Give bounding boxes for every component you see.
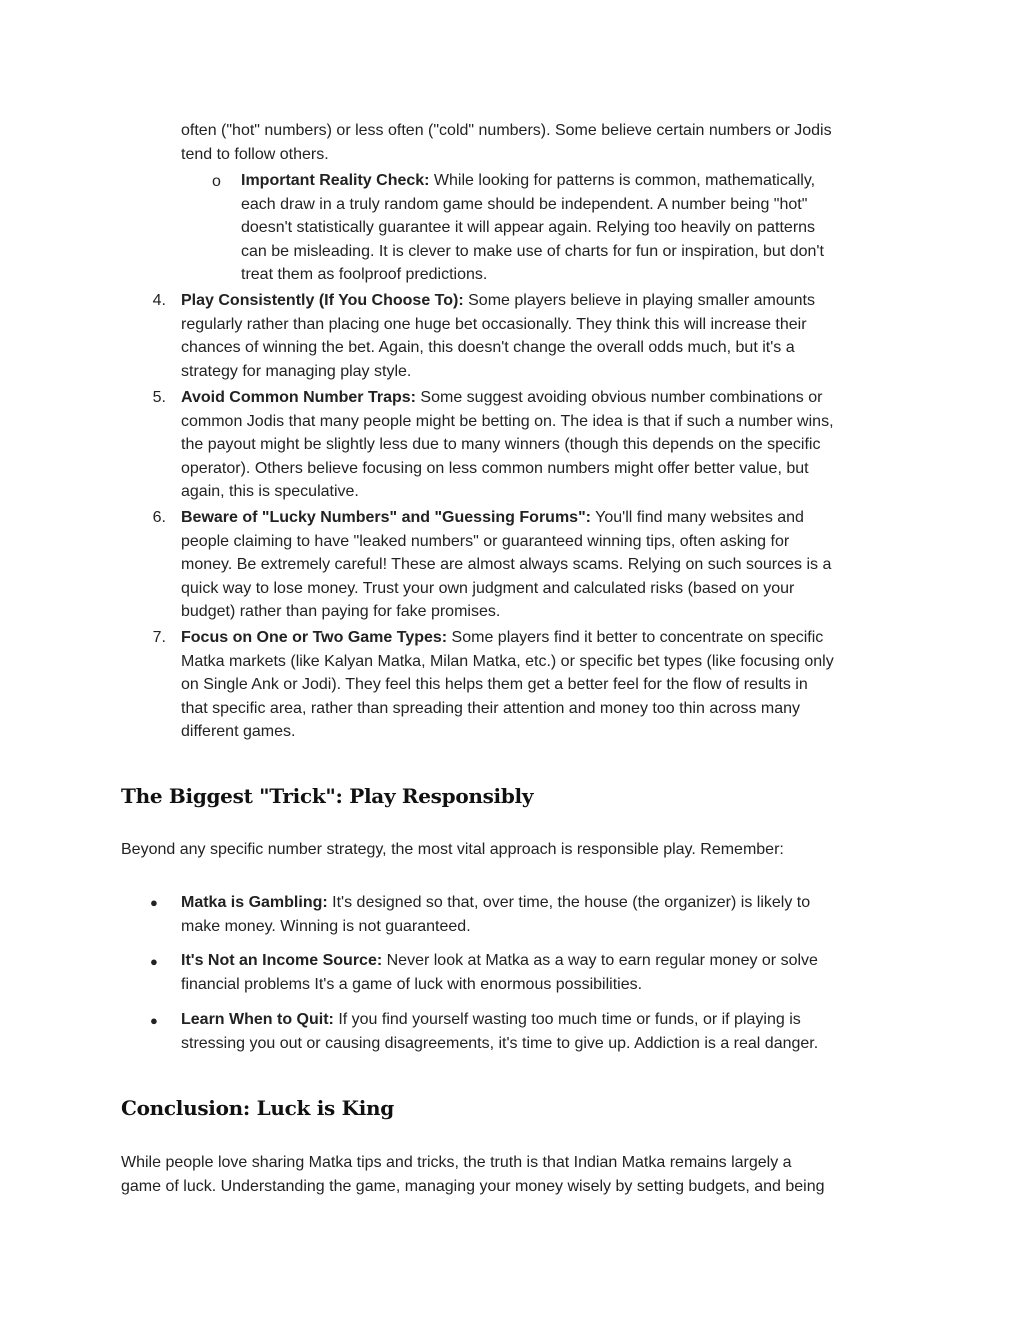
section-heading-conclusion: Conclusion: Luck is King — [121, 1096, 394, 1120]
bullet-marker: ● — [150, 954, 158, 969]
list-item-line: operator). Others believe focusing on less common numbers might offer better value, but — [181, 459, 809, 477]
sub-bullet-line: each draw in a truly random game should be independent. A number being "hot" — [241, 195, 808, 213]
bullet-learn-when-to-quit — [181, 1008, 818, 1055]
sub-bullet-line: doesn't statistically guarantee it will appear again. Relying too heavily on patterns — [241, 219, 816, 236]
list-item-line: strategy for managing play style. — [181, 362, 412, 380]
bullet-line: make money. Winning is not guaranteed. — [181, 917, 471, 935]
list-item-line: quick way to lose money. Trust your own judgment and calculated risks (based on your — [181, 579, 795, 597]
list-number: 6. — [152, 509, 166, 526]
list-number: 5. — [152, 389, 166, 406]
list-item-line: again, this is speculative. — [181, 483, 359, 500]
sub-bullet-lead: Important Reality Check: — [241, 172, 430, 189]
bullet-marker: ● — [150, 895, 158, 910]
list-item-lead: Beware of "Lucky Numbers" and "Guessing Forums": — [181, 509, 591, 526]
list-item-beware-lucky-numbers — [181, 506, 831, 624]
bullet-lead: It's Not an Income Source: — [181, 952, 383, 969]
bullet-text: If you find yourself wasting too much time or funds, or if playing is — [333, 1011, 801, 1028]
bullet-lead: Learn When to Quit: — [181, 1011, 334, 1028]
conclusion-line: While people love sharing Matka tips and tricks, the truth is that Indian Matka remains largely a — [121, 1154, 792, 1171]
section-heading-play-responsibly: The Biggest "Trick": Play Responsibly — [121, 784, 534, 808]
intro-paragraph — [181, 119, 832, 166]
list-item-line: people claiming to have "leaked numbers" or guaranteed winning tips, often asking for — [181, 532, 790, 550]
sub-bullet-line: treat them as foolproof predictions. — [241, 266, 488, 283]
section-intro: Beyond any specific number strategy, the most vital approach is responsible play. Remember: — [121, 841, 784, 858]
sub-bullet-reality-check — [241, 169, 824, 287]
sub-bullet-marker: o — [212, 173, 221, 190]
list-item-line: Matka markets (like Kalyan Matka, Milan Matka, etc.) or specific bet types (like focusing only — [181, 652, 834, 670]
list-item-line: chances of winning the bet. Again, this doesn't change the overall odds much, but it's a — [181, 339, 795, 356]
list-item-line: regularly rather than placing one huge bet occasionally. They think this will increase their — [181, 315, 807, 333]
bullet-line: stressing you out or causing disagreements, it's time to give up. Addiction is a real danger. — [181, 1034, 819, 1052]
bullet-matka-is-gambling — [181, 891, 810, 938]
list-item-text: Some players find it better to concentrate on specific — [447, 629, 824, 646]
sub-bullet-line: can be misleading. It is clever to make use of charts for fun or inspiration, but don't — [241, 242, 824, 260]
list-item-avoid-traps — [181, 386, 834, 504]
list-item-lead: Play Consistently (If You Choose To): — [181, 292, 464, 309]
list-item-text: Some suggest avoiding obvious number combinations or — [415, 389, 823, 406]
list-item-line: common Jodis that many people might be betting on. The idea is that if such a number wins, — [181, 412, 834, 430]
conclusion-paragraph — [121, 1151, 825, 1198]
intro-line: tend to follow others. — [181, 145, 329, 163]
list-item-focus-game-types — [181, 626, 834, 744]
list-item-line: different games. — [181, 723, 296, 740]
list-item-line: budget) rather than paying for fake promises. — [181, 603, 501, 620]
bullet-text: Never look at Matka as a way to earn regular money or solve — [382, 952, 818, 969]
bullet-not-income-source — [181, 949, 818, 996]
bullet-line: financial problems It's a game of luck with enormous possibilities. — [181, 975, 643, 993]
list-item-line: that specific area, rather than spreading their attention and money too thin across many — [181, 699, 801, 717]
list-number: 7. — [152, 629, 166, 646]
bullet-lead: Matka is Gambling: — [181, 894, 328, 911]
list-item-lead: Focus on One or Two Game Types: — [181, 629, 448, 646]
list-item-text: You'll find many websites and — [590, 509, 804, 526]
list-item-line: the payout might be slightly less due to many winners (though this depends on the specific — [181, 436, 821, 453]
list-item-play-consistently — [181, 289, 815, 383]
conclusion-line: game of luck. Understanding the game, managing your money wisely by setting budgets, and being — [121, 1177, 825, 1195]
list-item-lead: Avoid Common Number Traps: — [181, 389, 416, 406]
list-item-line: money. Be extremely careful! These are almost always scams. Relying on such sources is a — [181, 556, 832, 573]
bullet-text: It's designed so that, over time, the house (the organizer) is likely to — [327, 894, 811, 911]
list-item-text: Some players believe in playing smaller amounts — [463, 292, 815, 309]
list-item-line: on Single Ank or Jodi). They feel this helps them get a better feel for the flow of results in — [181, 676, 808, 693]
sub-bullet-text: While looking for patterns is common, mathematically, — [429, 172, 816, 189]
intro-line: often ("hot" numbers) or less often ("cold" numbers). Some believe certain numbers or Jodis — [181, 122, 832, 139]
list-number: 4. — [152, 292, 166, 309]
bullet-marker: ● — [150, 1013, 158, 1028]
